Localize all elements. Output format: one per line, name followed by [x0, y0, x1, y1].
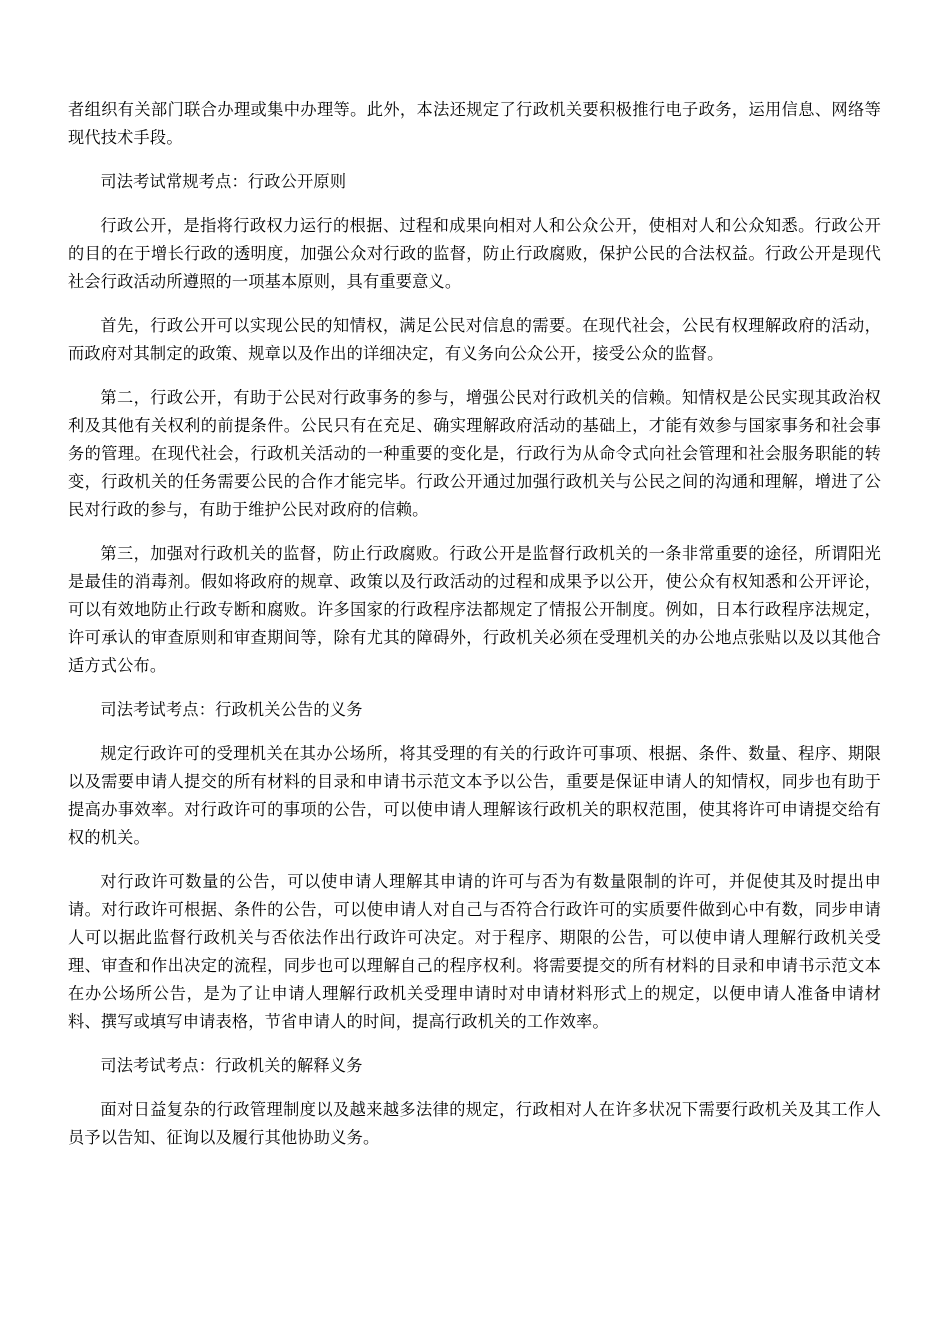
document-page: [68, 96, 881, 1168]
paragraph-announcement-details: 对行政许可数量的公告，可以使申请人理解其申请的许可与否为有数量限制的许可，并促使其及时提出申请。对行政许可根据、条件的公告，可以使申请人对自己与否符合行政许可的实质要件做到心中有数，同步申请人可以据此监督行政机关与否依法作出行政许可决定。对于程序、期限的公告，可以使申请人理解行政机关受理、审查和作出决定的流程，同步也可以理解自己的程序权利。将需要提交的所有材料的目录和申请书示范文本在办公场所公告，是为了让申请人理解行政机关受理申请时对申请材料形式上的规定，以便申请人准备申请材料、撰写或填写申请表格，节省申请人的时间，提高行政机关的工作效率。: [68, 872, 881, 1031]
paragraph-announcement-scope: 规定行政许可的受理机关在其办公场所，将其受理的有关的行政许可事项、根据、条件、数量、程序、期限以及需要申请人提交的所有材料的目录和申请书示范文本予以公告，重要是保证申请人的知情权，同步也有助于提高办事效率。对行政许可的事项的公告，可以使申请人理解该行政机关的职权范围，使其将许可申请提交给有权的机关。: [68, 744, 881, 847]
section-heading-publicity-principle: 司法考试常规考点：行政公开原则: [100, 172, 347, 191]
paragraph-participation: 第二，行政公开，有助于公民对行政事务的参与，增强公民对行政机关的信赖。知情权是公民实现其政治权利及其他有关权利的前提条件。公民只有在充足、确实理解政府活动的基础上，才能有效参与国家事务和社会事务的管理。在现代社会，行政机关活动的一种重要的变化是，行政行为从命令式向社会管理和社会服务职能的转变，行政机关的任务需要公民的合作才能完毕。行政公开通过加强行政机关与公民之间的沟通和理解，增进了公民对行政的参与，有助于维护公民对政府的信赖。: [68, 388, 881, 519]
section-heading-announcement-duty: 司法考试考点：行政机关公告的义务: [100, 700, 363, 719]
section-heading-explanation-duty: 司法考试考点：行政机关的解释义务: [100, 1056, 363, 1075]
paragraph-supervision: 第三，加强对行政机关的监督，防止行政腐败。行政公开是监督行政机关的一条非常重要的途径，所谓阳光是最佳的消毒剂。假如将政府的规章、政策以及行政活动的过程和成果予以公开，使公众有权知悉和公开评论，可以有效地防止行政专断和腐败。许多国家的行政程序法都规定了情报公开制度。例如，日本行政程序法规定，许可承认的审查原则和审查期间等，除有尤其的障碍外，行政机关必须在受理机关的办公地点张贴以及以其他合适方式公布。: [68, 544, 881, 675]
paragraph-right-to-know: 首先，行政公开可以实现公民的知情权，满足公民对信息的需要。在现代社会，公民有权理解政府的活动，而政府对其制定的政策、规章以及作出的详细决定，有义务向公众公开，接受公众的监督。: [68, 316, 881, 363]
paragraph-publicity-definition: 行政公开，是指将行政权力运行的根据、过程和成果向相对人和公众公开，使相对人和公众知悉。行政公开的目的在于增长行政的透明度，加强公众对行政的监督，防止行政腐败，保护公民的合法权益。行政公开是现代社会行政活动所遵照的一项基本原则，具有重要意义。: [68, 216, 881, 291]
paragraph-continuation: 者组织有关部门联合办理或集中办理等。此外，本法还规定了行政机关要积极推行电子政务，运用信息、网络等现代技术手段。: [68, 100, 881, 147]
paragraph-explanation-duty: 面对日益复杂的行政管理制度以及越来越多法律的规定，行政相对人在许多状况下需要行政机关及其工作人员予以告知、征询以及履行其他协助义务。: [68, 1100, 881, 1147]
